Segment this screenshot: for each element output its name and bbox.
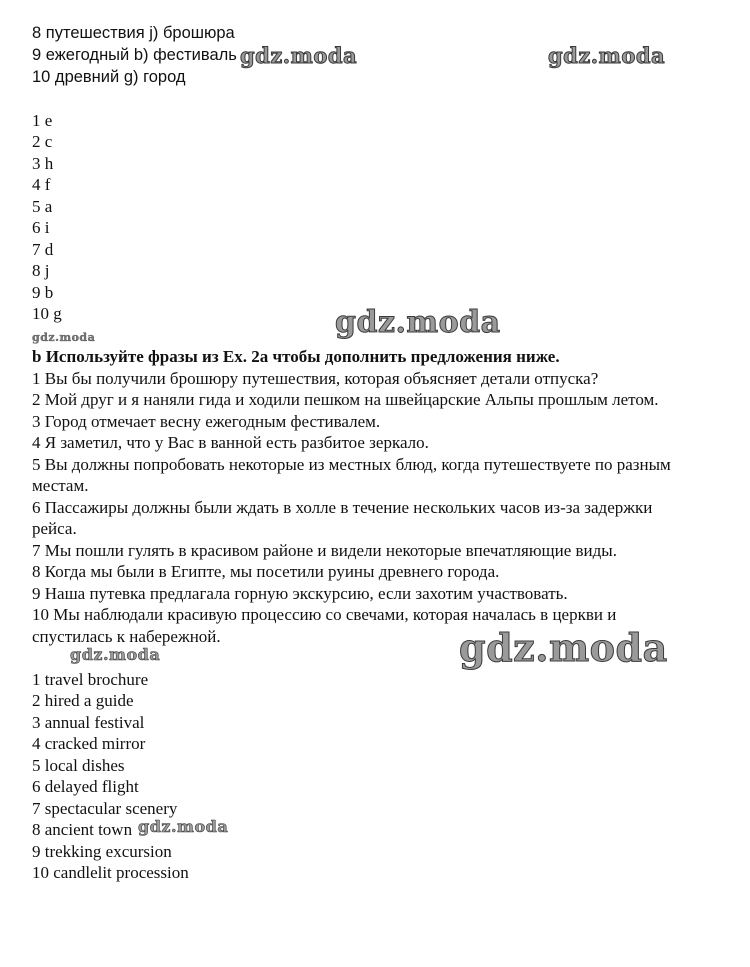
- exercise-heading: b Используйте фразы из Ex. 2a чтобы дополнить предложения ниже.: [32, 347, 560, 366]
- answer-a-line: 9 b: [32, 283, 54, 302]
- answer-b-line: 10 candlelit procession: [32, 863, 189, 882]
- sentence-line: 5 Вы должны попробовать некоторые из местных блюд, когда путешествуете по разным: [32, 455, 671, 474]
- sentence-line: 3 Город отмечает весну ежегодным фестивалем.: [32, 412, 381, 431]
- watermark-logo: gdz.moda: [32, 331, 96, 344]
- answer-b-line: 6 delayed flight: [32, 777, 139, 796]
- answer-a-line: 6 i: [32, 218, 50, 237]
- watermark-logo: gdz.moda: [70, 645, 161, 664]
- sentence-line: 4 Я заметил, что у Вас в ванной есть разбитое зеркало.: [32, 433, 429, 452]
- answer-b-line: 5 local dishes: [32, 756, 125, 775]
- sentence-line: 2 Мой друг и я наняли гида и ходили пешком на швейцарские Альпы прошлым летом.: [32, 390, 659, 409]
- answer-b-line: 2 hired a guide: [32, 691, 134, 710]
- answer-b-line: 4 cracked mirror: [32, 734, 146, 753]
- sentence-line: 6 Пассажиры должны были ждать в холле в течение нескольких часов из-за задержки: [32, 498, 653, 517]
- sentence-line: 8 Когда мы были в Египте, мы посетили руины древнего города.: [32, 562, 500, 581]
- answer-b-line: 3 annual festival: [32, 713, 145, 732]
- answer-b-line: 7 spectacular scenery: [32, 799, 178, 818]
- watermark-logo: gdz.moda: [335, 305, 501, 340]
- answer-a-line: 1 e: [32, 111, 53, 130]
- answer-b-line: 8 ancient town: [32, 820, 133, 839]
- answer-a-line: 7 d: [32, 240, 54, 259]
- sentence-line: рейса.: [32, 519, 77, 538]
- sentence-line: спустилась к набережной.: [32, 627, 221, 646]
- sentence-line: 10 Мы наблюдали красивую процессию со свечами, которая началась в церкви и: [32, 605, 617, 624]
- matching-line: 9 ежегодный b) фестиваль: [32, 46, 237, 64]
- answer-b-line: 9 trekking excursion: [32, 842, 172, 861]
- answer-a-line: 2 c: [32, 132, 53, 151]
- watermark-logo: gdz.moda: [240, 43, 358, 68]
- answer-a-line: 10 g: [32, 304, 62, 323]
- answer-a-line: 3 h: [32, 154, 54, 173]
- watermark-logo: gdz.moda: [548, 43, 666, 68]
- matching-line: 10 древний g) город: [32, 68, 186, 86]
- answer-b-line: 1 travel brochure: [32, 670, 149, 689]
- watermark-logo: gdz.moda: [138, 817, 229, 836]
- watermark-logo: gdz.moda: [459, 625, 668, 670]
- answer-a-line: 5 a: [32, 197, 53, 216]
- sentence-line: 9 Наша путевка предлагала горную экскурсию, если захотим участвовать.: [32, 584, 568, 603]
- sentence-line: 1 Вы бы получили брошюру путешествия, которая объясняет детали отпуска?: [32, 369, 599, 388]
- answer-a-line: 4 f: [32, 175, 51, 194]
- matching-line: 8 путешествия j) брошюра: [32, 24, 235, 42]
- sentence-line: местам.: [32, 476, 89, 495]
- sentence-line: 7 Мы пошли гулять в красивом районе и видели некоторые впечатляющие виды.: [32, 541, 617, 560]
- answer-a-line: 8 j: [32, 261, 50, 280]
